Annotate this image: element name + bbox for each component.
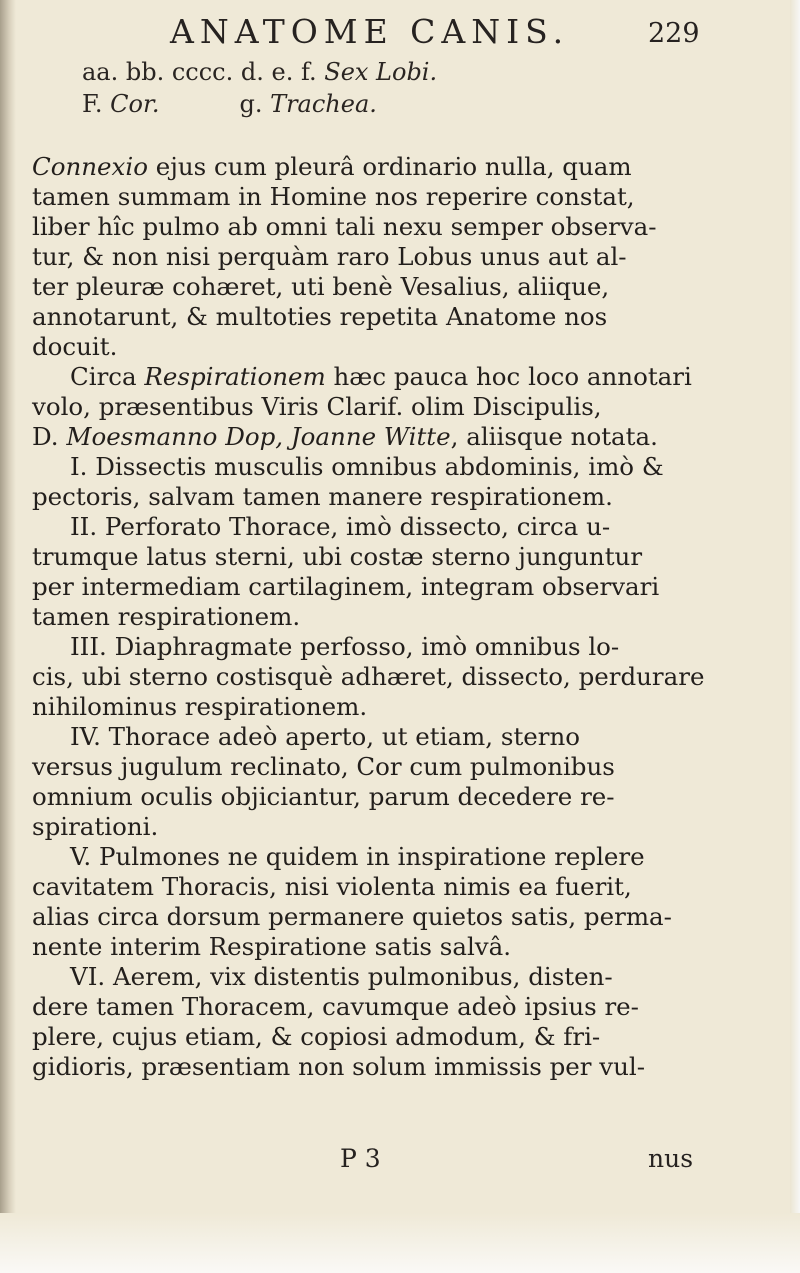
text-span: omnium oculis objiciantur, parum decedere re- [32,782,615,811]
page-bottom-margin [0,1213,800,1273]
text-span: pectoris, salvam tamen manere respirationem. [32,482,613,511]
text-span: hæc pauca hoc loco annotari [325,362,692,391]
text-span: cis, ubi sterno costisquè adhæret, dissecto, perdurare [32,662,705,691]
italic-span: Respirationem [144,362,326,391]
text-line [32,1052,708,1082]
text-span: plere, cujus etiam, & copiosi admodum, & fri- [32,1022,601,1051]
text-line [32,812,708,842]
text-line [32,692,708,722]
text-span: spirationi. [32,812,159,841]
running-head [0,12,800,56]
text-line [32,902,708,932]
text-line [32,542,708,572]
italic-span: Moesmanno Dop, Joanne Witte [66,422,451,451]
text-span: dere tamen Thoracem, cavumque adeò ipsius re- [32,992,639,1021]
text-line [32,302,708,332]
paragraph [32,512,708,632]
text-span: II. Perforato Thorace, imò dissecto, circa u- [70,512,611,541]
text-line [32,962,708,992]
text-line [32,452,708,482]
text-line [32,722,708,752]
legend-plain: F. [82,90,111,118]
text-line [32,482,708,512]
figure-legend-line-1 [82,58,437,86]
text-span: ter pleuræ cohæret, uti benè Vesalius, aliique, [32,272,610,301]
paragraph [32,452,708,512]
text-span: IV. Thorace adeò aperto, ut etiam, sterno [70,722,581,751]
text-span: nente interim Respiratione satis salvâ. [32,932,512,961]
text-span: versus jugulum reclinato, Cor cum pulmonibus [32,752,615,781]
running-title: ANATOME CANIS. [170,12,570,51]
text-span: cavitatem Thoracis, nisi violenta nimis ea fuerit, [32,872,632,901]
text-line [32,332,708,362]
italic-span: Connexio [32,152,148,181]
text-span: Circa [70,362,145,391]
paragraph [32,362,708,452]
text-line [32,992,708,1022]
legend-italic: Cor. [110,90,160,118]
text-line [32,512,708,542]
text-line [32,272,708,302]
text-span: trumque latus sterni, ubi costæ sterno junguntur [32,542,643,571]
text-line [32,782,708,812]
legend-plain: aa. bb. cccc. d. e. f. [82,58,325,86]
text-span: annotarunt, & multoties repetita Anatome nos [32,302,608,331]
binding-gutter [0,0,16,1273]
text-span: gidioris, præsentiam non solum immissis per vul- [32,1052,646,1081]
paragraph [32,962,708,1082]
paragraph [32,842,708,962]
text-span: ejus cum pleurâ ordinario nulla, quam [147,152,632,181]
text-line [32,152,708,182]
page-number: 229 [648,18,700,49]
text-span: nihilominus respirationem. [32,692,368,721]
page-footer [0,1144,800,1180]
text-line [32,752,708,782]
text-span: tamen summam in Homine nos reperire constat, [32,182,635,211]
text-span: III. Diaphragmate perfosso, imò omnibus lo- [70,632,620,661]
text-line [32,242,708,272]
text-line [32,842,708,872]
paragraph [32,632,708,722]
text-span: docuit. [32,332,118,361]
text-line [32,422,708,452]
text-line [32,212,708,242]
text-line [32,572,708,602]
text-line [32,872,708,902]
figure-legend-line-2 [82,90,377,118]
text-span: per intermediam cartilaginem, integram observari [32,572,660,601]
text-line [32,362,708,392]
signature-mark: P 3 [340,1144,381,1173]
text-span: alias circa dorsum permanere quietos satis, perma- [32,902,672,931]
text-line [32,932,708,962]
text-line [32,662,708,692]
text-line [32,632,708,662]
text-span: VI. Aerem, vix distentis pulmonibus, disten- [70,962,613,991]
text-span: tur, & non nisi perquàm raro Lobus unus aut al- [32,242,627,271]
text-span: volo, præsentibus Viris Clarif. olim Discipulis, [32,392,602,421]
text-line [32,602,708,632]
text-span: , aliisque notata. [450,422,658,451]
text-span: liber hîc pulmo ab omni tali nexu semper observa- [32,212,657,241]
text-line [32,182,708,212]
text-span: tamen respirationem. [32,602,301,631]
text-span: D. [32,422,67,451]
paragraph [32,152,708,362]
text-line [32,1022,708,1052]
page-right-edge [790,0,800,1273]
text-line [32,392,708,422]
legend-plain-2: g. [239,90,271,118]
legend-italic: Sex Lobi. [324,58,438,86]
paragraph [32,722,708,842]
catchword: nus [648,1144,694,1173]
body-text [32,152,708,1082]
legend-italic-2: Trachea. [270,90,377,118]
text-span: I. Dissectis musculis omnibus abdominis, imò & [70,452,664,481]
text-span: V. Pulmones ne quidem in inspiratione replere [70,842,645,871]
